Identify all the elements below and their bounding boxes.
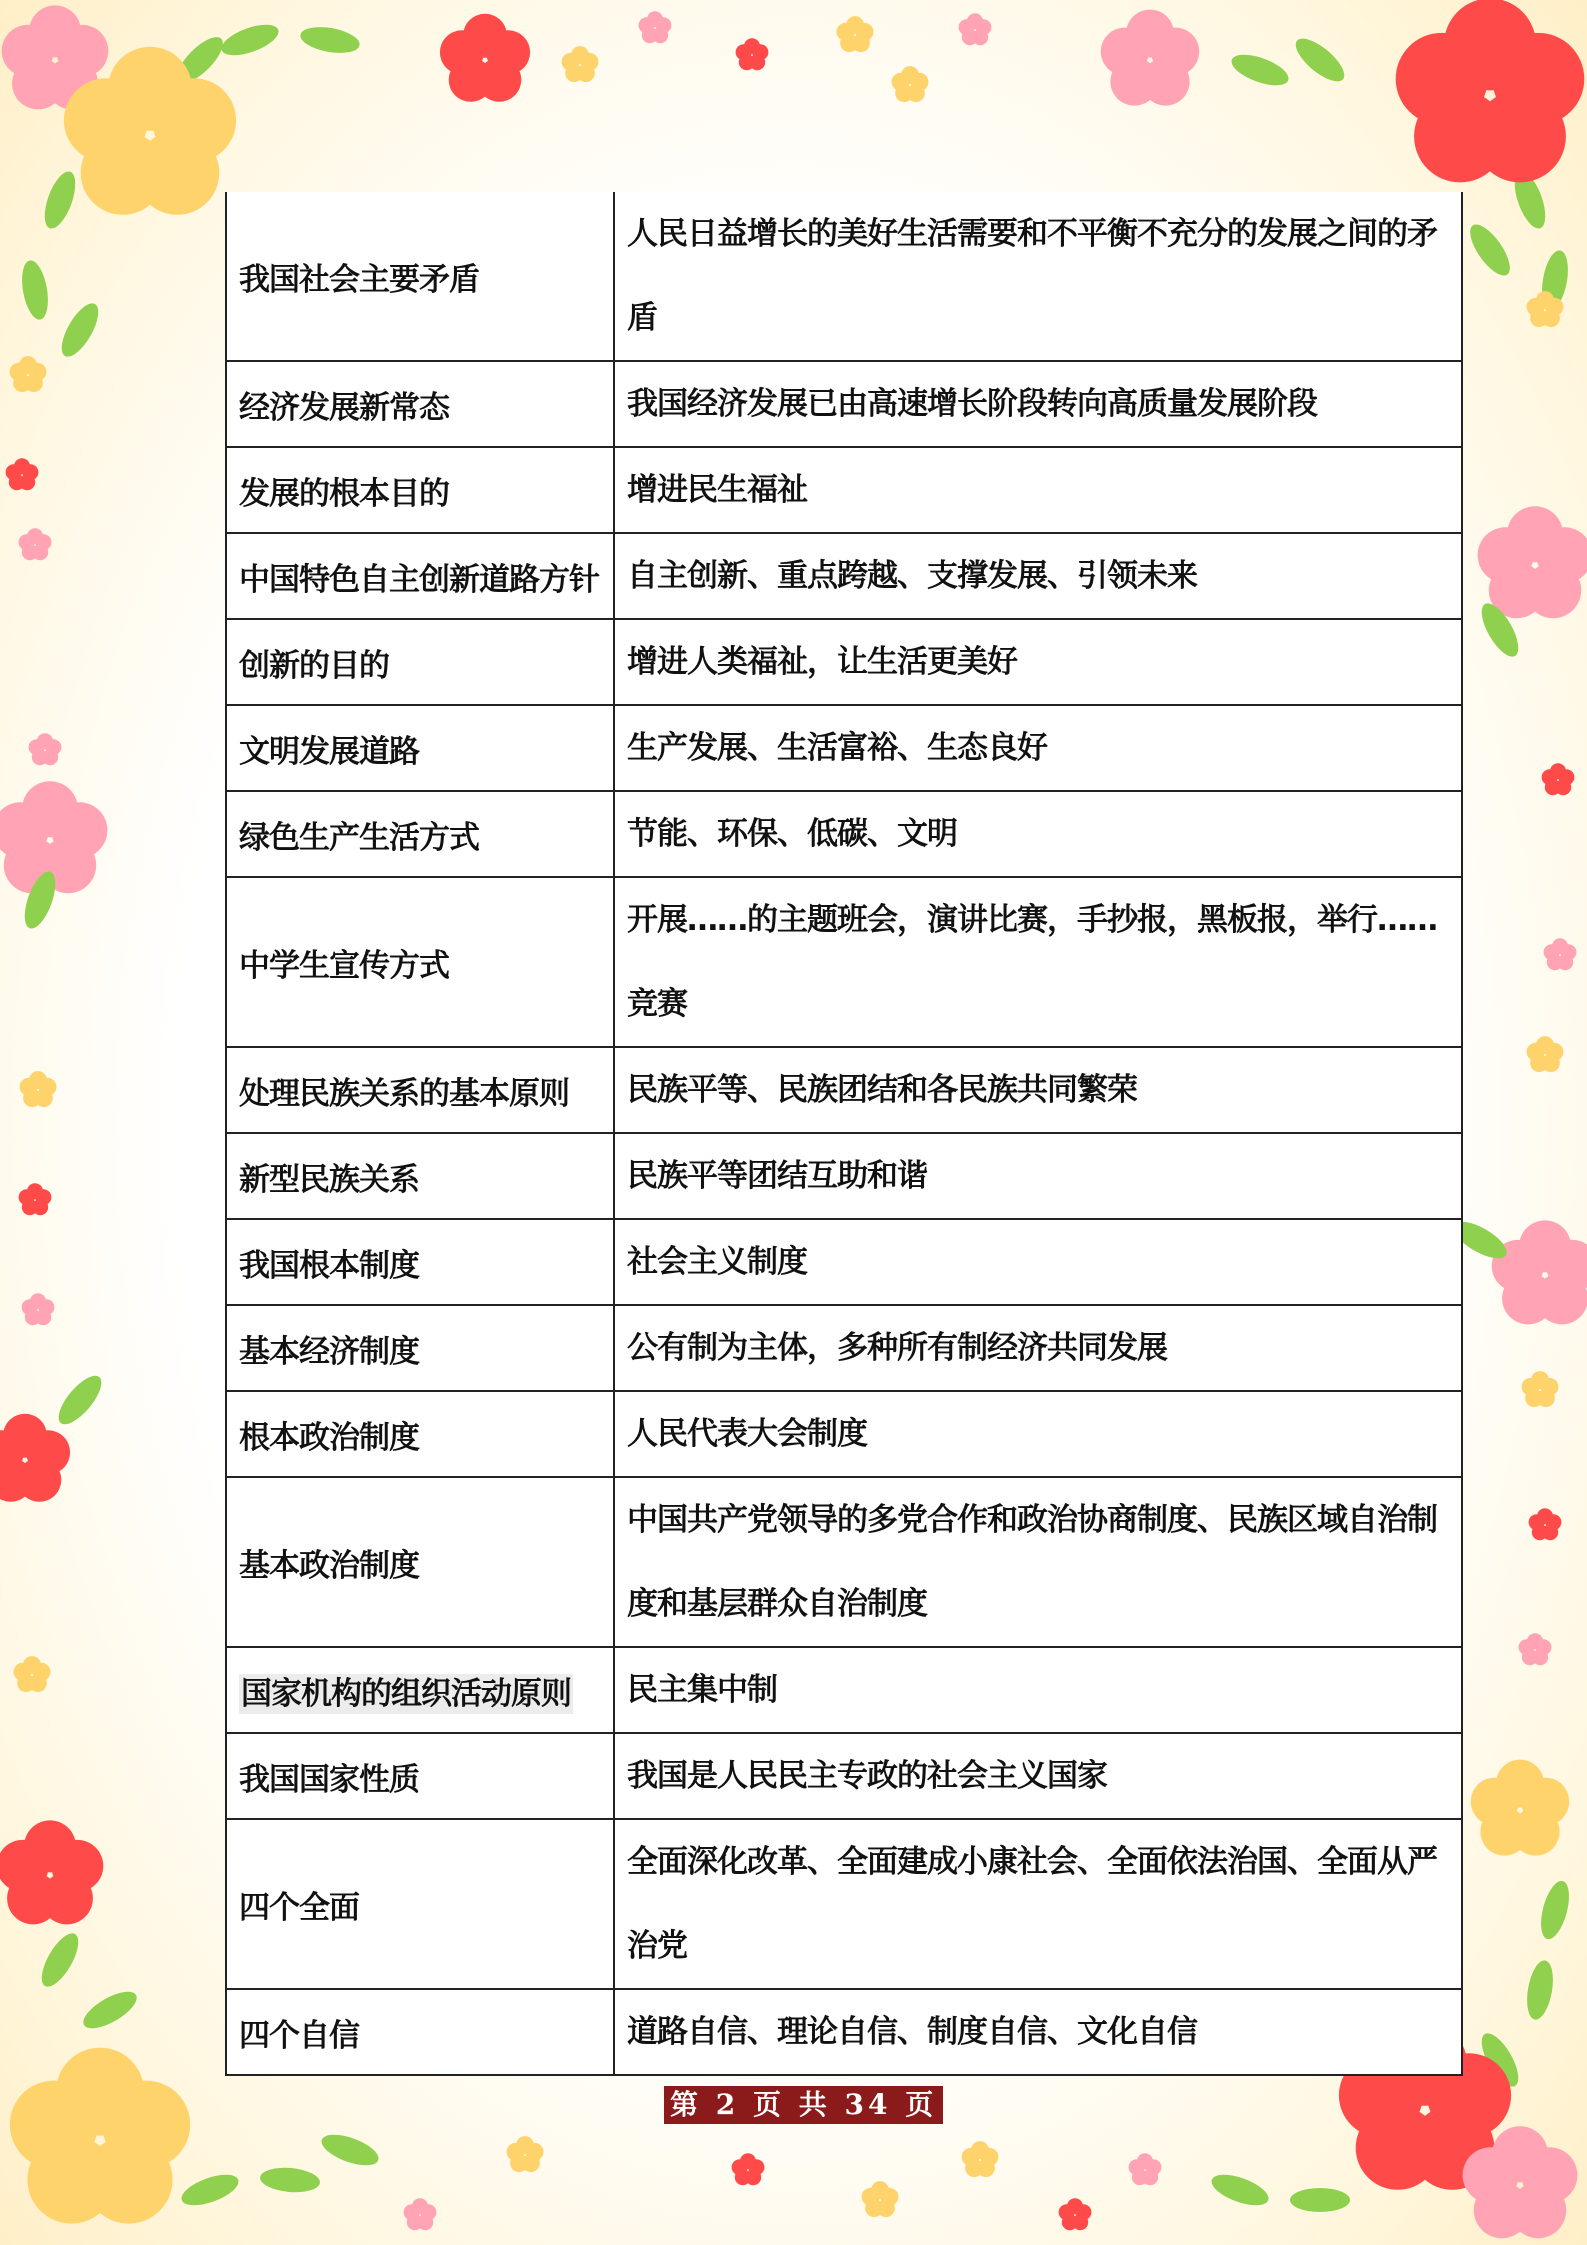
table-row (226, 877, 1462, 1047)
desc-cell: 增进民生福祉 (614, 447, 1462, 533)
desc-cell: 中国共产党领导的多党合作和政治协商制度、民族区域自治制度和基层群众自治制度 (614, 1477, 1462, 1647)
term-cell: 经济发展新常态 (226, 361, 614, 447)
table-row (226, 1047, 1462, 1133)
table-row (226, 447, 1462, 533)
desc-cell: 自主创新、重点跨越、支撑发展、引领未来 (614, 533, 1462, 619)
table-row (226, 1133, 1462, 1219)
term-cell: 四个自信 (226, 1989, 614, 2075)
desc-cell: 民族平等团结互助和谐 (614, 1133, 1462, 1219)
table-row (226, 1989, 1462, 2075)
desc-cell: 全面深化改革、全面建成小康社会、全面依法治国、全面从严治党 (614, 1819, 1462, 1989)
term-cell: 新型民族关系 (226, 1133, 614, 1219)
desc-cell: 生产发展、生活富裕、生态良好 (614, 705, 1462, 791)
table-row (226, 1391, 1462, 1477)
desc-cell: 开展……的主题班会，演讲比赛，手抄报，黑板报，举行……竞赛 (614, 877, 1462, 1047)
term-cell: 文明发展道路 (226, 705, 614, 791)
term-cell-highlighted (226, 1647, 614, 1733)
desc-cell: 增进人类福祉，让生活更美好 (614, 619, 1462, 705)
highlighted-term-text: 国家机构的组织活动原则 (241, 1675, 571, 1712)
table-row (226, 705, 1462, 791)
table-row (226, 1647, 1462, 1733)
term-cell: 四个全面 (226, 1819, 614, 1989)
table-row (226, 533, 1462, 619)
desc-cell: 道路自信、理论自信、制度自信、文化自信 (614, 1989, 1462, 2075)
table-row (226, 1819, 1462, 1989)
table-row (226, 361, 1462, 447)
term-cell: 我国社会主要矛盾 (226, 192, 614, 361)
desc-cell: 我国是人民民主专政的社会主义国家 (614, 1733, 1462, 1819)
term-cell: 基本政治制度 (226, 1477, 614, 1647)
term-cell: 我国国家性质 (226, 1733, 614, 1819)
desc-cell: 社会主义制度 (614, 1219, 1462, 1305)
table-row (226, 1733, 1462, 1819)
desc-cell: 节能、环保、低碳、文明 (614, 791, 1462, 877)
desc-cell: 民主集中制 (614, 1647, 1462, 1733)
page-number-footer: 第 2 页 共 34 页 (664, 2086, 943, 2124)
desc-cell: 人民日益增长的美好生活需要和不平衡不充分的发展之间的矛盾 (614, 192, 1462, 361)
desc-cell: 我国经济发展已由高速增长阶段转向高质量发展阶段 (614, 361, 1462, 447)
desc-cell: 公有制为主体，多种所有制经济共同发展 (614, 1305, 1462, 1391)
term-cell: 创新的目的 (226, 619, 614, 705)
knowledge-table (225, 192, 1463, 2076)
term-cell: 基本经济制度 (226, 1305, 614, 1391)
term-cell: 根本政治制度 (226, 1391, 614, 1477)
desc-cell: 民族平等、民族团结和各民族共同繁荣 (614, 1047, 1462, 1133)
table-row (226, 192, 1462, 361)
table-row (226, 619, 1462, 705)
term-cell: 中国特色自主创新道路方针 (226, 533, 614, 619)
term-cell: 中学生宣传方式 (226, 877, 614, 1047)
content-table-container (225, 192, 1461, 2076)
table-row (226, 1219, 1462, 1305)
term-cell: 处理民族关系的基本原则 (226, 1047, 614, 1133)
term-cell: 发展的根本目的 (226, 447, 614, 533)
term-cell: 我国根本制度 (226, 1219, 614, 1305)
table-row (226, 791, 1462, 877)
table-row (226, 1477, 1462, 1647)
desc-cell: 人民代表大会制度 (614, 1391, 1462, 1477)
term-cell: 绿色生产生活方式 (226, 791, 614, 877)
table-row (226, 1305, 1462, 1391)
